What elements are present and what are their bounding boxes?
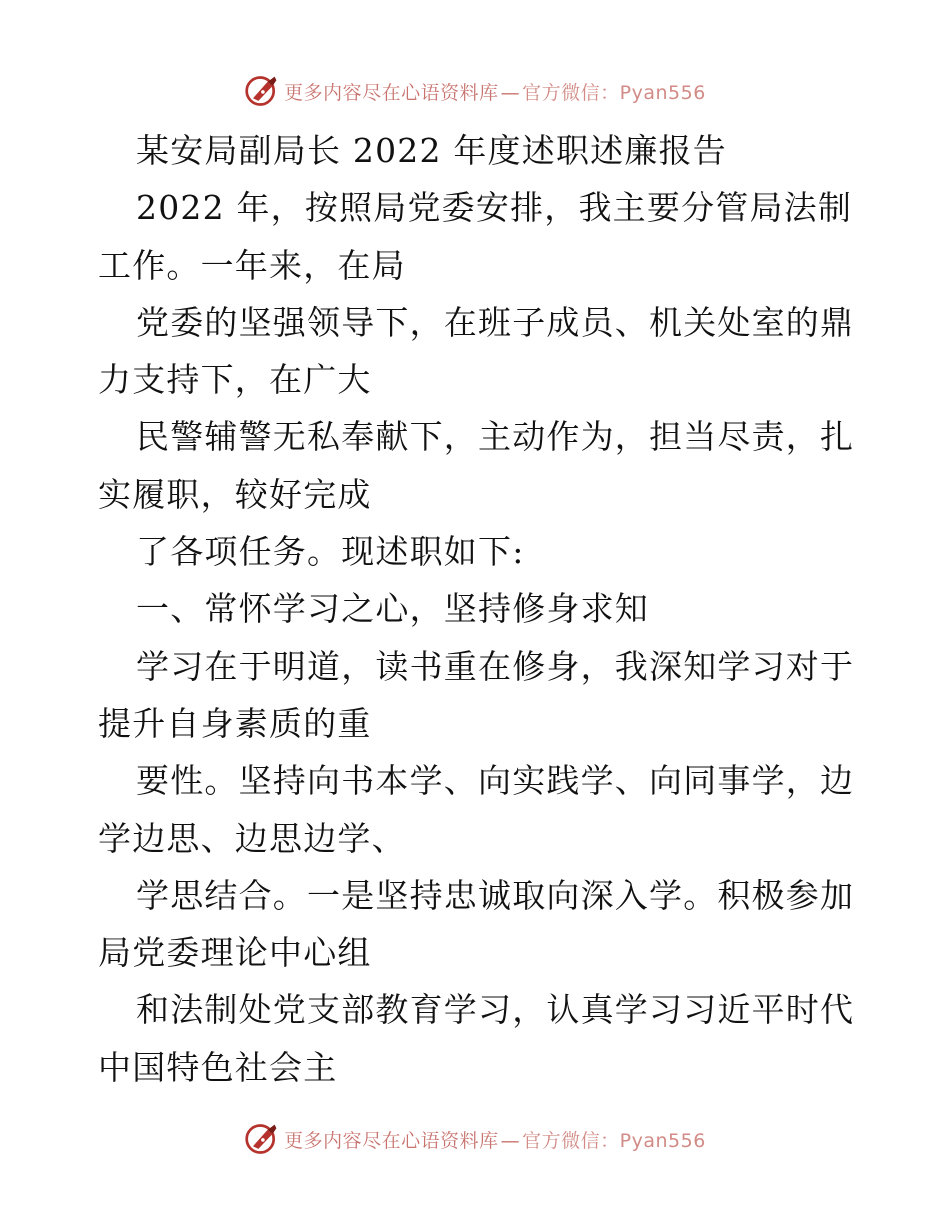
paragraph-line: 提升自身素质的重: [98, 703, 372, 743]
paragraph-line: 局党委理论中心组: [98, 933, 372, 973]
header-watermark-banner: [0, 71, 950, 111]
pen-nib-logo-icon: [244, 73, 280, 109]
paragraph-line: 要性。坚持向书本学、向实践学、向同事学，边: [136, 761, 855, 801]
paragraph-line: 中国特色社会主: [98, 1047, 338, 1087]
paragraph-line: 力支持下，在广大: [98, 360, 372, 400]
paragraph-line: 学思结合。一是坚持忠诚取向深入学。积极参加: [136, 875, 855, 915]
document-body: [98, 122, 858, 1096]
watermark-text: 更多内容尽在心语资料库 — 官方微信：Pyan556: [284, 1129, 706, 1152]
pen-nib-logo-icon: [244, 1121, 280, 1157]
paragraph-line: 工作。一年来，在局: [98, 245, 406, 285]
paragraph-line: 学习在于明道，读书重在修身，我深知学习对于: [136, 646, 855, 686]
watermark-text: 更多内容尽在心语资料库 — 官方微信：Pyan556: [284, 81, 706, 104]
footer-watermark-banner: [0, 1119, 950, 1159]
paragraph-line: 党委的坚强领导下，在班子成员、机关处室的鼎: [136, 302, 855, 342]
paragraph-line: 2022 年，按照局党委安排，我主要分管局法制: [136, 188, 853, 228]
paragraph-line: 和法制处党支部教育学习，认真学习习近平时代: [136, 990, 855, 1030]
paragraph-line: 实履职，较好完成: [98, 474, 372, 514]
paragraph-line: 民警辅警无私奉献下，主动作为，担当尽责，扎: [136, 417, 855, 457]
document-title: 某安局副局长 2022 年度述职述廉报告: [136, 131, 727, 170]
section-heading: 一、常怀学习之心，坚持修身求知: [136, 589, 649, 629]
paragraph-line: 学边思、边思边学、: [98, 818, 406, 858]
paragraph-line: 了各项任务。现述职如下:: [136, 532, 525, 572]
